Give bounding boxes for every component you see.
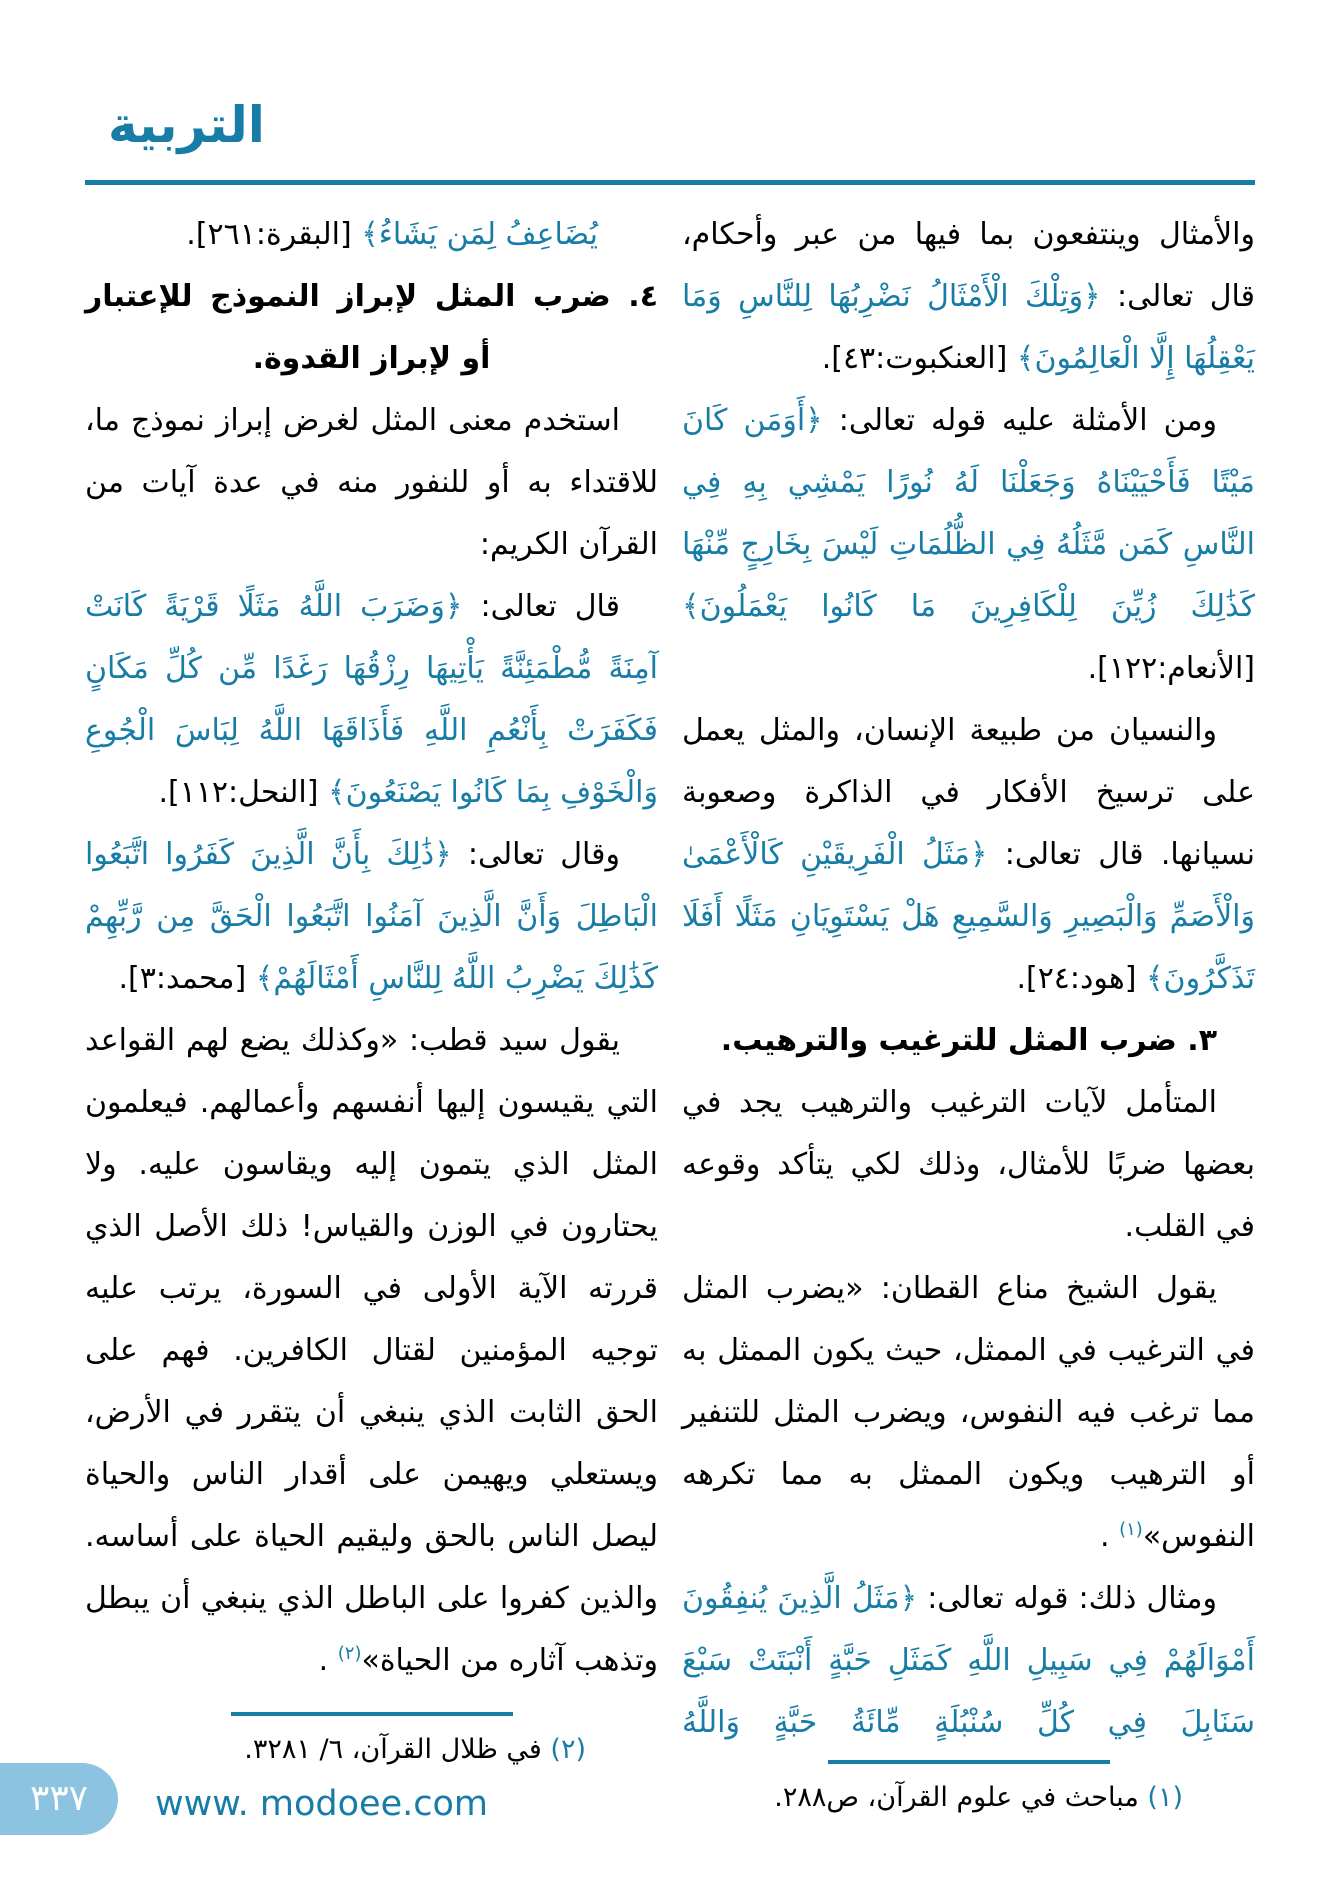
quran-verse: ﴿مَثَلُ الْفَرِيقَيْنِ كَالْأَعْمَىٰ وَالْأَصَمِّ وَالْبَصِيرِ وَالسَّمِيعِ هَلْ يَسْتَوِيَانِ مَثَلًا أَفَلَا تَذَكَّرُونَ﴾ [682,837,1255,996]
body-text: يقول الشيخ مناع القطان: «يضرب المثل في الترغيب في الممثل، حيث يكون الممثل به مما ترغب فيه النفوس، ويضرب المثل للتنفير أو الترهيب ويكون الممثل به مما تكرهه النفوس» [682,1271,1255,1554]
body-text: [البقرة:٢٦١]. [186,217,352,252]
body-text: والأمثال وينتفعون بما فيها من عبر وأحكام، قال تعالى: [682,217,1255,314]
body-text: [النحل:١١٢]. [158,775,319,810]
body-text: المتأمل لآيات الترغيب والترهيب يجد في بعضها ضربًا للأمثال، وذلك لكي يتأكد وقوعه في القلب. [682,1085,1255,1244]
section-title-calligraphy: التربية [108,96,265,154]
section-heading [682,1010,1255,1072]
paragraph-body [85,204,658,266]
header-divider [85,180,1255,185]
footnote [85,1730,658,1770]
column-right-body [682,204,1255,1754]
footnote-number: (١) [1147,1782,1183,1813]
body-text: [الأنعام:١٢٢]. [1087,651,1255,686]
paragraph-body [85,824,658,1010]
column-right [682,204,1255,1813]
section-heading [85,266,658,390]
body-text: قال تعالى: [462,589,620,624]
paragraph-body [85,390,658,576]
footnote-area-right [682,1754,1255,1818]
body-text: ٤. ضرب المثل لإبراز النموذج للإعتبار أو لإبراز القدوة. [85,279,658,376]
page-number-tab [0,1763,118,1835]
column-left [85,204,658,1770]
body-text: يقول سيد قطب: «وكذلك يضع لهم القواعد التي يقيسون إليها أنفسهم وأعمالهم. فيعلمون المثل الذي يتمون إليه ويقاسون عليه. ولا يحتارون في الوزن والقياس! ذلك الأصل الذي قررته الآية الأولى في السورة، يرتب عليه توجيه المؤمنين لقتال الكافرين. فهم على الحق الثابت الذي ينبغي أن يتقرر في الأرض، ويستعلي ويهيمن على أقدار الناس والحياة ليصل الناس بالحق وليقيم الحياة على أساسه. والذين كفروا على الباطل الذي ينبغي أن يبطل وتذهب آثاره من الحياة» [85,1023,658,1678]
footnote-area-left [85,1706,658,1770]
website-url: www. modoee.com [155,1784,488,1824]
body-text: . [1100,1519,1120,1554]
footnote-reference: (٢) [337,1643,362,1664]
paragraph-body [682,204,1255,390]
footnote [682,1778,1255,1818]
quran-verse: ﴿وَتِلْكَ الْأَمْثَالُ نَضْرِبُهَا لِلنَّاسِ وَمَا يَعْقِلُهَا إِلَّا الْعَالِمُونَ﴾ [682,279,1255,376]
column-left-body [85,204,658,1706]
footnote-divider [828,1760,1110,1764]
paragraph-body [682,700,1255,1010]
footnote-text: مباحث في علوم القرآن، ص٢٨٨. [774,1782,1139,1813]
quran-verse: ﴿ذَٰلِكَ بِأَنَّ الَّذِينَ كَفَرُوا اتَّبَعُوا الْبَاطِلَ وَأَنَّ الَّذِينَ آمَنُوا اتَّبَعُوا الْحَقَّ مِن رَّبِّهِمْ كَذَٰلِكَ يَضْرِبُ اللَّهُ لِلنَّاسِ أَمْثَالَهُمْ﴾ [85,837,658,996]
quran-verse: ﴿مَثَلُ الَّذِينَ يُنفِقُونَ أَمْوَالَهُمْ فِي سَبِيلِ اللَّهِ كَمَثَلِ حَبَّةٍ أَنْبَتَتْ سَبْعَ سَنَابِلَ فِي كُلِّ سُنْبُلَةٍ مِّائَةُ حَبَّةٍ وَاللَّهُ [682,1581,1255,1740]
paragraph-body [682,1568,1255,1754]
body-text: . [318,1643,338,1678]
paragraph-body [85,1010,658,1692]
paragraph-body [682,1258,1255,1568]
body-text: ومثال ذلك: قوله تعالى: [917,1581,1217,1616]
paragraph-body [85,576,658,824]
body-text: ومن الأمثلة عليه قوله تعالى: [822,403,1218,438]
body-text: [محمد:٣]. [118,961,247,996]
body-text: ٣. ضرب المثل للترغيب والترهيب. [720,1023,1217,1058]
paragraph-body [682,390,1255,700]
footnote-reference: (١) [1119,1519,1143,1540]
quran-verse: ﴿وَضَرَبَ اللَّهُ مَثَلًا قَرْيَةً كَانَتْ آمِنَةً مُّطْمَئِنَّةً يَأْتِيهَا رِزْقُهَا رَغَدًا مِّن كُلِّ مَكَانٍ فَكَفَرَتْ بِأَنْعُمِ اللَّهِ فَأَذَاقَهَا اللَّهُ لِبَاسَ الْجُوعِ وَالْخَوْفِ بِمَا كَانُوا يَصْنَعُونَ﴾ [85,589,658,810]
body-text: وقال تعالى: [451,837,620,872]
page-number: ٣٣٧ [29,1778,88,1819]
body-text: [هود:٢٤]. [1016,961,1137,996]
paragraph-body [682,1072,1255,1258]
body-text: [العنكبوت:٤٣]. [821,341,1008,376]
footnote-text: في ظلال القرآن، ٦/ ٣٢٨١. [244,1734,542,1765]
footnote-divider [231,1712,513,1716]
body-text: استخدم معنى المثل لغرض إبراز نموذج ما، للاقتداء به أو للنفور منه في عدة آيات من القرآن الكريم: [85,403,658,562]
quran-verse: ﴿أَوَمَن كَانَ مَيْتًا فَأَحْيَيْنَاهُ وَجَعَلْنَا لَهُ نُورًا يَمْشِي بِهِ فِي النَّاسِ كَمَن مَّثَلُهُ فِي الظُّلُمَاتِ لَيْسَ بِخَارِجٍ مِّنْهَا كَذَٰلِكَ زُيِّنَ لِلْكَافِرِينَ مَا كَانُوا يَعْمَلُونَ﴾ [682,403,1255,624]
body-text: والنسيان من طبيعة الإنسان، والمثل يعمل على ترسيخ الأفكار في الذاكرة وصعوبة نسيانها. قال تعالى: [682,713,1255,872]
quran-verse: يُضَاعِفُ لِمَن يَشَاءُ﴾ [351,217,598,252]
footnote-number: (٢) [550,1734,586,1765]
